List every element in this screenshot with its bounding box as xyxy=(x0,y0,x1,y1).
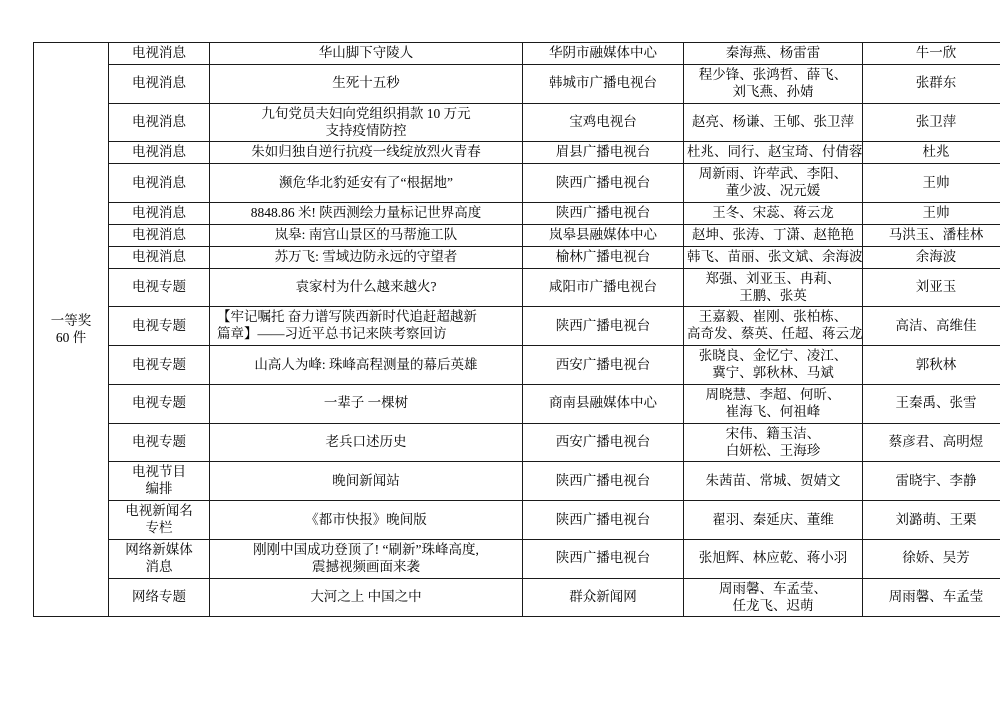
work-title-cell xyxy=(210,501,523,540)
editors-line: 张群东 xyxy=(915,75,957,91)
authors-cell xyxy=(684,246,863,268)
authors-line: 韩飞、苗丽、张文斌、余海波 xyxy=(687,248,863,264)
table-body xyxy=(34,43,1000,617)
unit-cell xyxy=(523,384,684,423)
unit-line: 宝鸡电视台 xyxy=(569,114,637,130)
work-title-line: 华山脚下守陵人 xyxy=(318,45,414,60)
editors-line: 徐娇、吴芳 xyxy=(902,550,970,566)
work-title-line: 篇章】——习近平总书记来陕考察回访 xyxy=(217,326,447,342)
work-title-line: 8848.86 米! 陕西测绘力量标记世界高度 xyxy=(250,205,482,220)
unit-line: 群众新闻网 xyxy=(569,589,637,605)
editors-cell xyxy=(863,164,1000,203)
unit-line: 韩城市广播电视台 xyxy=(549,75,657,91)
table-row xyxy=(34,103,1000,142)
category-cell xyxy=(109,539,210,578)
table-row xyxy=(34,423,1000,462)
editors-line: 蔡彦君、高明煜 xyxy=(888,434,984,450)
work-title-cell xyxy=(210,539,523,578)
authors-line: 任龙飞、迟萌 xyxy=(732,597,814,613)
editors-cell xyxy=(863,43,1000,65)
table-row xyxy=(34,462,1000,501)
authors-line: 朱茜苗、常城、贺婧文 xyxy=(705,472,841,488)
work-title-line: 濒危华北豹延安有了“根据地” xyxy=(279,174,453,190)
category-cell xyxy=(109,43,210,65)
authors-cell xyxy=(684,164,863,203)
unit-cell xyxy=(523,307,684,346)
editors-line: 刘潞萌、王栗 xyxy=(895,511,977,527)
authors-cell xyxy=(684,142,863,164)
editors-cell xyxy=(863,539,1000,578)
authors-line: 赵亮、杨谦、王郇、张卫萍 xyxy=(692,114,854,130)
table-row xyxy=(34,539,1000,578)
editors-line: 雷晓宇、李静 xyxy=(895,472,977,488)
category-line: 电视专题 xyxy=(132,395,186,411)
work-title-line: 老兵口述历史 xyxy=(325,434,407,450)
table-row xyxy=(34,307,1000,346)
authors-cell xyxy=(684,578,863,617)
unit-line: 商南县融媒体中心 xyxy=(549,395,657,411)
work-title-line: 震撼视频画面来袭 xyxy=(312,558,420,574)
category-line: 电视消息 xyxy=(132,45,186,60)
category-cell xyxy=(109,203,210,225)
unit-cell xyxy=(523,246,684,268)
authors-cell xyxy=(684,307,863,346)
editors-cell xyxy=(863,578,1000,617)
authors-cell xyxy=(684,462,863,501)
table-row xyxy=(34,203,1000,225)
work-title-line: 苏万飞: 雪域边防永远的守望者 xyxy=(274,248,458,264)
work-title-cell xyxy=(210,103,523,142)
unit-cell xyxy=(523,539,684,578)
editors-line: 牛一欣 xyxy=(915,45,957,60)
authors-line: 周晓慧、李超、何昕、 xyxy=(705,386,841,402)
table-row xyxy=(34,246,1000,268)
table-row xyxy=(34,164,1000,203)
work-title-cell xyxy=(210,346,523,385)
work-title-line: 晚间新闻站 xyxy=(332,472,400,488)
authors-line: 郑强、刘亚玉、冉莉、 xyxy=(705,270,841,286)
authors-cell xyxy=(684,268,863,307)
editors-cell xyxy=(863,423,1000,462)
table-row xyxy=(34,501,1000,540)
unit-cell xyxy=(523,578,684,617)
category-line: 电视消息 xyxy=(132,144,186,160)
unit-cell xyxy=(523,64,684,103)
unit-line: 陕西广播电视台 xyxy=(555,317,651,333)
authors-cell xyxy=(684,423,863,462)
editors-line: 刘亚玉 xyxy=(915,279,957,295)
unit-line: 陕西广播电视台 xyxy=(555,472,651,488)
work-title-cell xyxy=(210,203,523,225)
editors-line: 高洁、高维佳 xyxy=(895,317,977,333)
authors-line: 宋伟、籍玉洁、 xyxy=(725,425,821,441)
unit-line: 陕西广播电视台 xyxy=(555,550,651,566)
work-title-cell xyxy=(210,142,523,164)
authors-line: 王鹏、张英 xyxy=(739,287,807,303)
category-cell xyxy=(109,462,210,501)
work-title-cell xyxy=(210,268,523,307)
category-line: 电视节目 xyxy=(132,464,186,480)
unit-cell xyxy=(523,164,684,203)
editors-line: 周雨馨、车孟莹 xyxy=(888,589,984,605)
unit-cell xyxy=(523,268,684,307)
editors-line: 余海波 xyxy=(915,248,957,264)
work-title-line: 刚刚中国成功登顶了! “刷新”珠峰高度, xyxy=(253,541,479,557)
work-title-cell xyxy=(210,164,523,203)
editors-cell xyxy=(863,203,1000,225)
authors-line: 白妍松、王海珍 xyxy=(725,442,821,458)
category-cell xyxy=(109,246,210,268)
authors-cell xyxy=(684,203,863,225)
authors-cell xyxy=(684,384,863,423)
category-line: 电视消息 xyxy=(132,174,186,190)
editors-cell xyxy=(863,384,1000,423)
authors-line: 程少锋、张鸿哲、薛飞、 xyxy=(698,66,848,82)
unit-line: 眉县广播电视台 xyxy=(555,144,651,160)
authors-cell xyxy=(684,64,863,103)
editors-line: 王秦禹、张雪 xyxy=(895,395,977,411)
authors-cell xyxy=(684,43,863,65)
work-title-line: 大河之上 中国之中 xyxy=(310,589,422,605)
category-cell xyxy=(109,224,210,246)
authors-cell xyxy=(684,539,863,578)
work-title-cell xyxy=(210,307,523,346)
table-row xyxy=(34,346,1000,385)
unit-line: 华阴市融媒体中心 xyxy=(549,45,657,60)
award-rank-line: 一等奖 xyxy=(50,312,92,328)
category-line: 网络新媒体 xyxy=(125,541,193,557)
category-line: 网络专题 xyxy=(132,589,186,605)
authors-cell xyxy=(684,103,863,142)
authors-line: 董少波、况元媛 xyxy=(725,183,821,199)
unit-line: 咸阳市广播电视台 xyxy=(549,279,657,295)
authors-line: 崔海飞、何祖峰 xyxy=(725,403,821,419)
category-cell xyxy=(109,501,210,540)
category-cell xyxy=(109,307,210,346)
unit-cell xyxy=(523,203,684,225)
unit-cell xyxy=(523,43,684,65)
unit-cell xyxy=(523,142,684,164)
authors-line: 刘飞燕、孙婧 xyxy=(732,83,814,99)
authors-line: 杜兆、同行、赵宝琦、付倩蓉 xyxy=(687,144,863,160)
unit-cell xyxy=(523,346,684,385)
award-list-table xyxy=(33,42,1000,617)
unit-cell xyxy=(523,423,684,462)
authors-line: 赵坤、张涛、丁潇、赵艳艳 xyxy=(692,226,854,242)
work-title-line: 朱如归独自逆行抗疫一线绽放烈火青春 xyxy=(251,144,481,160)
work-title-line: 生死十五秒 xyxy=(332,75,400,91)
table-row xyxy=(34,578,1000,617)
editors-cell xyxy=(863,142,1000,164)
category-line: 消息 xyxy=(145,558,173,574)
authors-line: 翟羽、秦延庆、董维 xyxy=(712,511,834,527)
category-line: 电视消息 xyxy=(132,248,186,264)
editors-cell xyxy=(863,307,1000,346)
category-line: 编排 xyxy=(145,481,173,497)
authors-line: 周新雨、许荦武、李阳、 xyxy=(698,166,848,182)
category-line: 电视消息 xyxy=(132,205,186,220)
unit-cell xyxy=(523,501,684,540)
work-title-cell xyxy=(210,423,523,462)
unit-cell xyxy=(523,103,684,142)
award-rank-cell xyxy=(34,43,109,617)
work-title-cell xyxy=(210,43,523,65)
work-title-line: 支持疫情防控 xyxy=(325,122,407,138)
work-title-cell xyxy=(210,224,523,246)
editors-cell xyxy=(863,346,1000,385)
editors-cell xyxy=(863,224,1000,246)
editors-line: 郭秋林 xyxy=(915,356,957,372)
table-row xyxy=(34,224,1000,246)
work-title-line: 岚皋: 南宫山景区的马帮施工队 xyxy=(274,226,458,242)
category-cell xyxy=(109,268,210,307)
editors-cell xyxy=(863,246,1000,268)
table-row xyxy=(34,142,1000,164)
editors-line: 王帅 xyxy=(922,205,950,220)
authors-line: 冀宁、郭秋林、马斌 xyxy=(712,365,834,380)
table-row xyxy=(34,268,1000,307)
editors-cell xyxy=(863,103,1000,142)
authors-cell xyxy=(684,346,863,385)
authors-line: 周雨馨、车孟莹、 xyxy=(719,580,827,596)
authors-line: 高奇发、蔡英、任超、蒋云龙 xyxy=(687,326,863,342)
unit-cell xyxy=(523,224,684,246)
work-title-cell xyxy=(210,64,523,103)
category-cell xyxy=(109,103,210,142)
editors-line: 杜兆 xyxy=(922,144,950,160)
table-row xyxy=(34,43,1000,65)
category-line: 电视消息 xyxy=(132,226,186,242)
editors-line: 张卫萍 xyxy=(915,114,957,130)
authors-line: 张晓良、金忆宁、凌江、 xyxy=(698,348,848,364)
work-title-line: 袁家村为什么越来越火? xyxy=(295,279,437,295)
editors-cell xyxy=(863,268,1000,307)
unit-line: 陕西广播电视台 xyxy=(555,205,651,220)
work-title-line: 九旬党员夫妇向党组织捐款 10 万元 xyxy=(261,105,471,121)
unit-line: 西安广播电视台 xyxy=(555,434,651,450)
unit-line: 西安广播电视台 xyxy=(555,356,651,372)
unit-line: 陕西广播电视台 xyxy=(555,511,651,527)
category-line: 电视专题 xyxy=(132,279,186,295)
category-line: 电视消息 xyxy=(132,114,186,130)
authors-line: 秦海燕、杨雷雷 xyxy=(725,45,821,60)
award-rank-line: 60 件 xyxy=(55,329,87,345)
work-title-line: 【牢记嘱托 奋力谱写陕西新时代追赶超越新 xyxy=(217,309,477,325)
work-title-line: 山高人为峰: 珠峰高程测量的幕后英雄 xyxy=(254,356,478,372)
unit-line: 陕西广播电视台 xyxy=(555,174,651,190)
authors-line: 张旭辉、林应乾、蒋小羽 xyxy=(698,550,848,566)
editors-cell xyxy=(863,462,1000,501)
unit-cell xyxy=(523,462,684,501)
category-cell xyxy=(109,384,210,423)
category-line: 电视专题 xyxy=(132,317,186,333)
unit-line: 榆林广播电视台 xyxy=(555,248,651,264)
editors-line: 马洪玉、潘桂林 xyxy=(888,226,984,242)
category-cell xyxy=(109,423,210,462)
category-line: 专栏 xyxy=(145,520,173,535)
category-cell xyxy=(109,142,210,164)
work-title-cell xyxy=(210,462,523,501)
category-line: 电视消息 xyxy=(132,75,186,91)
editors-line: 王帅 xyxy=(922,174,950,190)
category-cell xyxy=(109,64,210,103)
authors-line: 王冬、宋蕊、蒋云龙 xyxy=(712,205,834,220)
work-title-cell xyxy=(210,246,523,268)
category-line: 电视新闻名 xyxy=(125,503,193,519)
work-title-line: 《都市快报》晚间版 xyxy=(305,511,427,527)
editors-cell xyxy=(863,64,1000,103)
unit-line: 岚皋县融媒体中心 xyxy=(549,226,657,242)
category-cell xyxy=(109,578,210,617)
table-row xyxy=(34,64,1000,103)
category-cell xyxy=(109,164,210,203)
authors-cell xyxy=(684,501,863,540)
work-title-cell xyxy=(210,578,523,617)
category-line: 电视专题 xyxy=(132,356,186,372)
table-row xyxy=(34,384,1000,423)
category-line: 电视专题 xyxy=(132,434,186,450)
work-title-cell xyxy=(210,384,523,423)
editors-cell xyxy=(863,501,1000,540)
authors-line: 王嘉毅、崔刚、张柏栋、 xyxy=(698,309,848,325)
work-title-line: 一辈子 一棵树 xyxy=(323,395,409,411)
authors-cell xyxy=(684,224,863,246)
category-cell xyxy=(109,346,210,385)
